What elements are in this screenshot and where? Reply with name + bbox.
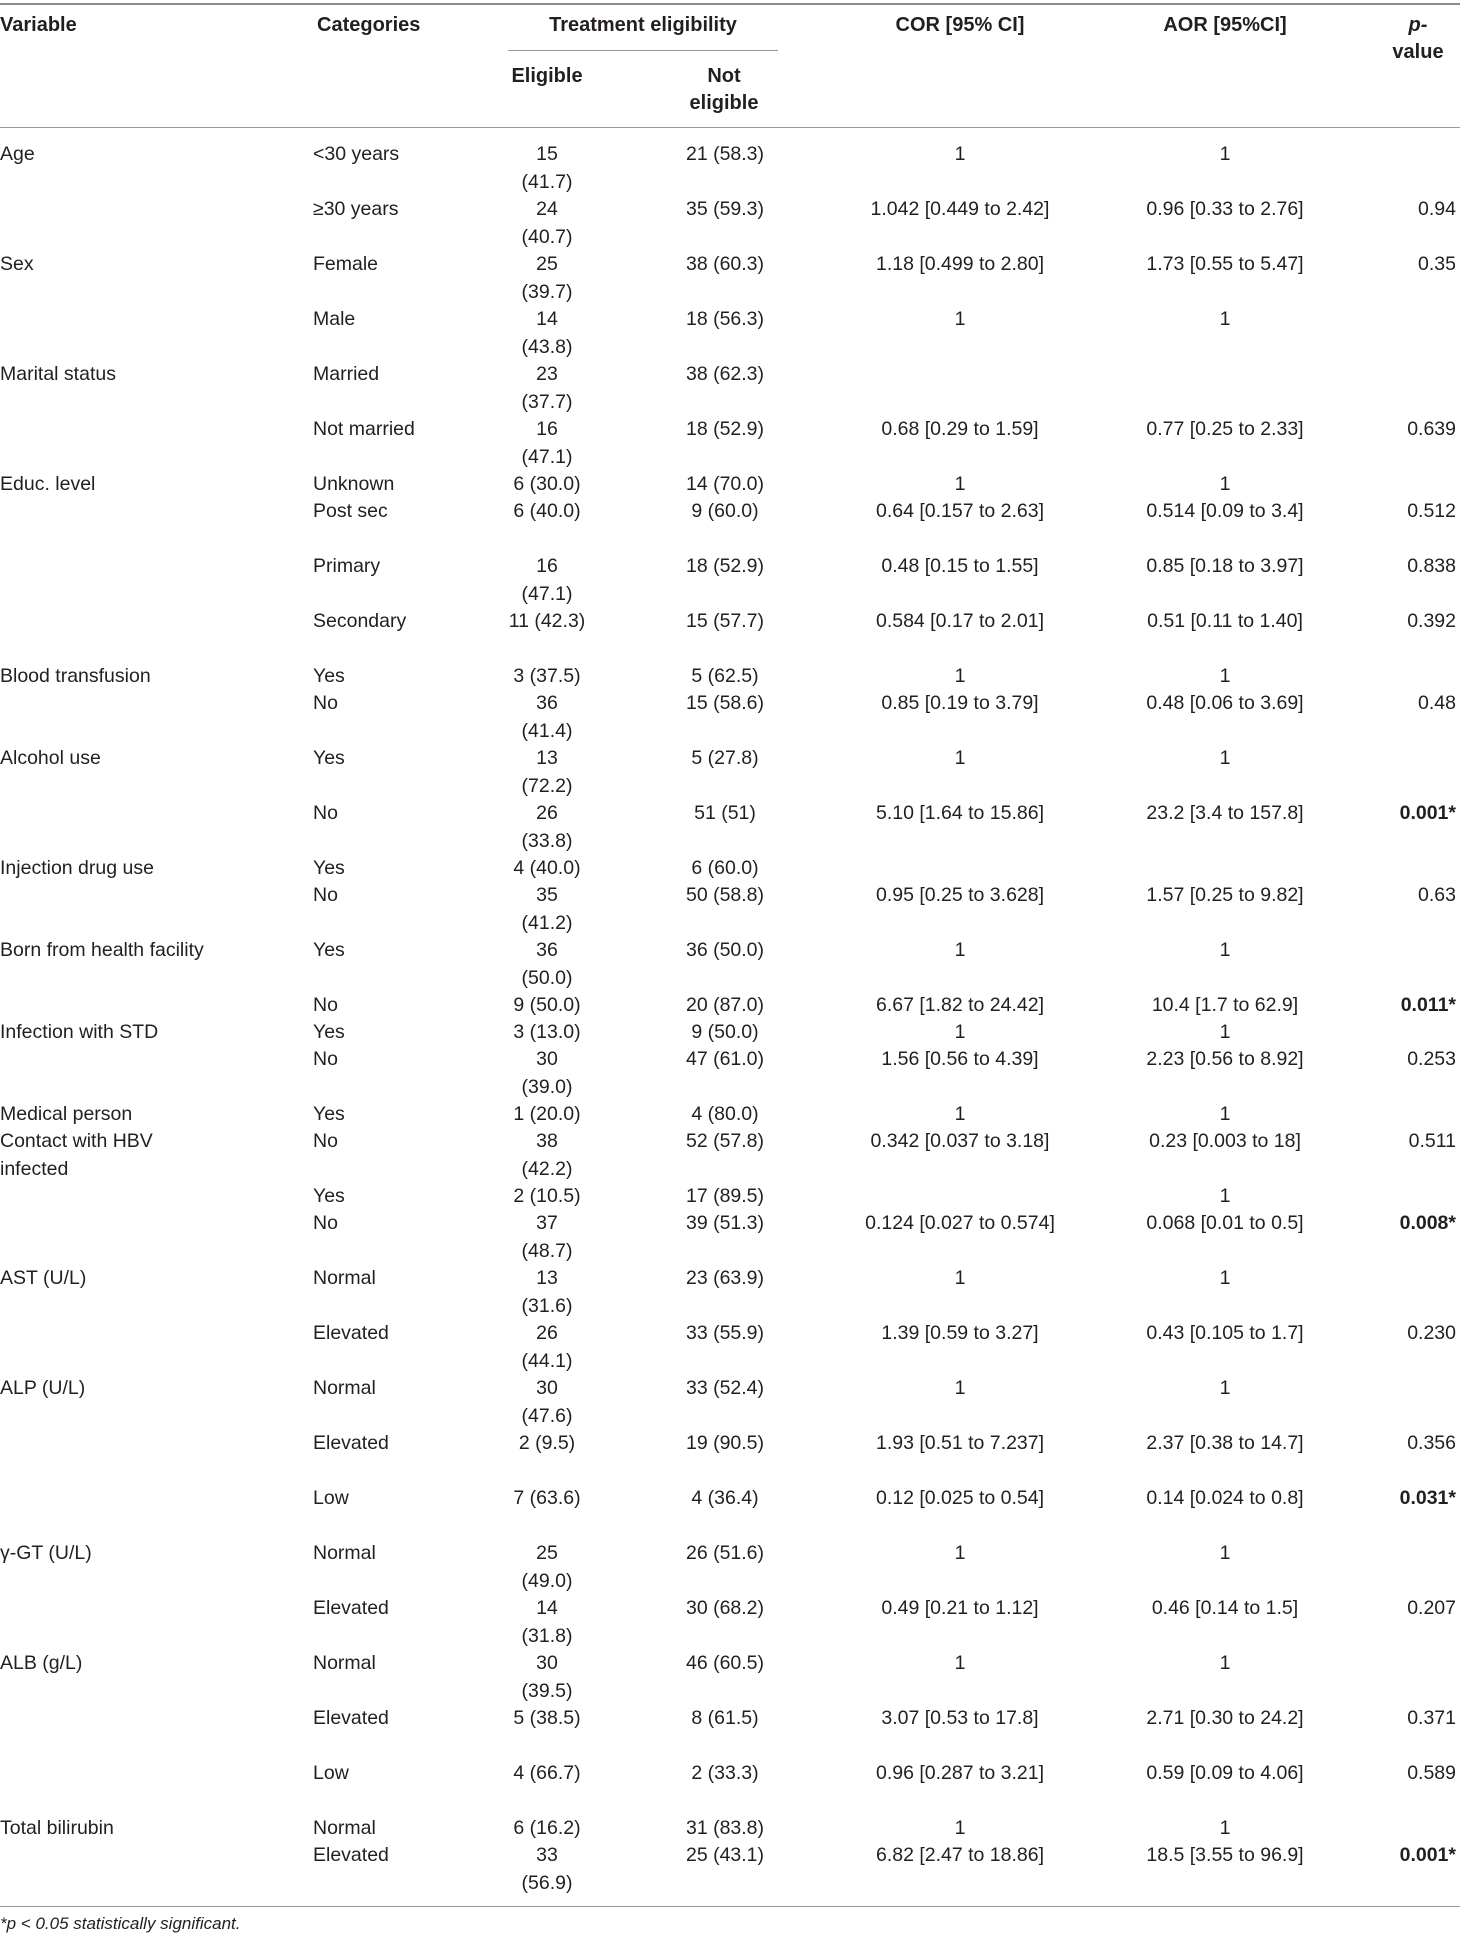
row-eligible: 3 (13.0) xyxy=(513,1021,581,1043)
row-eligible: 6 (16.2) xyxy=(513,1817,581,1839)
row-category: No xyxy=(313,692,338,714)
row-aor: 0.96 [0.33 to 2.76] xyxy=(1146,198,1304,220)
row-cor: 1 xyxy=(954,473,966,495)
row-aor: 0.23 [0.003 to 18] xyxy=(1149,1130,1301,1152)
row-aor: 10.4 [1.7 to 62.9] xyxy=(1151,994,1299,1016)
row-category: Normal xyxy=(313,1652,376,1674)
row-eligible: 7 (63.6) xyxy=(513,1487,581,1509)
row-eligible: 16 (47.1) xyxy=(521,418,573,468)
row-variable: Born from health facility xyxy=(0,939,204,961)
row-eligible: 14 (31.8) xyxy=(521,1597,573,1647)
row-eligible: 24 (40.7) xyxy=(521,198,573,248)
row-category: Yes xyxy=(313,857,345,879)
row-aor: 1 xyxy=(1219,939,1231,961)
row-category: ≥30 years xyxy=(313,198,399,220)
row-aor: 0.514 [0.09 to 3.4] xyxy=(1146,500,1304,522)
row-not-eligible: 9 (60.0) xyxy=(691,500,759,522)
row-variable: γ-GT (U/L) xyxy=(0,1542,92,1564)
row-not-eligible: 30 (68.2) xyxy=(685,1597,765,1619)
row-not-eligible: 15 (58.6) xyxy=(685,692,765,714)
row-eligible: 25 (39.7) xyxy=(521,253,573,303)
row-aor: 0.068 [0.01 to 0.5] xyxy=(1146,1212,1304,1234)
header-variable: Variable xyxy=(0,14,77,36)
row-category: No xyxy=(313,802,338,824)
row-aor: 0.77 [0.25 to 2.33] xyxy=(1146,418,1304,440)
row-not-eligible: 47 (61.0) xyxy=(685,1048,765,1070)
row-eligible: 1 (20.0) xyxy=(513,1103,581,1125)
row-aor: 1 xyxy=(1219,1103,1231,1125)
row-cor: 1 xyxy=(954,1817,966,1839)
row-eligible: 38 (42.2) xyxy=(521,1130,573,1180)
row-not-eligible: 9 (50.0) xyxy=(691,1021,759,1043)
row-cor: 1 xyxy=(954,1652,966,1674)
row-not-eligible: 33 (52.4) xyxy=(685,1377,765,1399)
row-eligible: 26 (44.1) xyxy=(521,1322,573,1372)
row-cor: 1 xyxy=(954,308,966,330)
row-p-value: 0.512 xyxy=(1407,500,1456,522)
row-not-eligible: 52 (57.8) xyxy=(685,1130,765,1152)
row-cor: 0.64 [0.157 to 2.63] xyxy=(875,500,1045,522)
row-category: Yes xyxy=(313,1185,345,1207)
row-not-eligible: 20 (87.0) xyxy=(685,994,765,1016)
row-not-eligible: 15 (57.7) xyxy=(685,610,765,632)
row-cor: 0.584 [0.17 to 2.01] xyxy=(875,610,1045,632)
header-not-eligible: Not eligible xyxy=(689,65,759,114)
row-category: Elevated xyxy=(313,1844,389,1866)
row-not-eligible: 17 (89.5) xyxy=(685,1185,765,1207)
row-not-eligible: 38 (62.3) xyxy=(685,363,765,385)
row-category: No xyxy=(313,1048,338,1070)
row-eligible: 2 (9.5) xyxy=(518,1432,576,1454)
row-category: Normal xyxy=(313,1817,376,1839)
row-category: Normal xyxy=(313,1542,376,1564)
header-bottom-rule xyxy=(0,127,1460,128)
row-aor: 0.85 [0.18 to 3.97] xyxy=(1146,555,1304,577)
row-not-eligible: 51 (51) xyxy=(694,802,756,824)
row-category: Post sec xyxy=(313,500,388,522)
row-category: Elevated xyxy=(313,1432,389,1454)
row-aor: 1 xyxy=(1219,308,1231,330)
header-cor: COR [95% CI] xyxy=(895,14,1025,36)
row-cor: 1.042 [0.449 to 2.42] xyxy=(870,198,1050,220)
row-p-value: 0.011* xyxy=(1400,994,1456,1016)
row-p-value: 0.371 xyxy=(1407,1707,1456,1729)
row-aor: 1 xyxy=(1219,143,1231,165)
row-eligible: 36 (41.4) xyxy=(521,692,573,742)
row-category: Yes xyxy=(313,1021,345,1043)
table-top-rule xyxy=(0,3,1460,5)
row-p-value: 0.35 xyxy=(1418,253,1456,275)
row-cor: 1.93 [0.51 to 7.237] xyxy=(875,1432,1045,1454)
row-not-eligible: 38 (60.3) xyxy=(685,253,765,275)
row-category: Elevated xyxy=(313,1322,389,1344)
header-categories: Categories xyxy=(317,14,421,36)
row-category: Elevated xyxy=(313,1597,389,1619)
row-cor: 6.82 [2.47 to 18.86] xyxy=(875,1844,1045,1866)
row-not-eligible: 23 (63.9) xyxy=(685,1267,765,1289)
row-p-value: 0.008* xyxy=(1399,1212,1456,1234)
row-not-eligible: 31 (83.8) xyxy=(685,1817,765,1839)
row-cor: 0.85 [0.19 to 3.79] xyxy=(881,692,1039,714)
row-aor: 0.14 [0.024 to 0.8] xyxy=(1146,1487,1304,1509)
row-category: Female xyxy=(313,253,379,275)
row-cor: 3.07 [0.53 to 17.8] xyxy=(881,1707,1039,1729)
row-eligible: 13 (31.6) xyxy=(521,1267,573,1317)
row-cor: 1.18 [0.499 to 2.80] xyxy=(875,253,1045,275)
row-not-eligible: 19 (90.5) xyxy=(685,1432,765,1454)
row-aor: 0.48 [0.06 to 3.69] xyxy=(1146,692,1304,714)
header-eligible: Eligible xyxy=(511,65,583,87)
header-treatment-eligibility: Treatment eligibility xyxy=(549,14,737,36)
row-cor: 0.96 [0.287 to 3.21] xyxy=(875,1762,1045,1784)
row-not-eligible: 25 (43.1) xyxy=(685,1844,765,1866)
footnote: *p < 0.05 statistically significant. xyxy=(0,1914,241,1933)
row-cor: 0.95 [0.25 to 3.628] xyxy=(875,884,1045,906)
row-not-eligible: 35 (59.3) xyxy=(685,198,765,220)
row-category: Low xyxy=(313,1762,349,1784)
row-p-value: 0.207 xyxy=(1407,1597,1456,1619)
row-variable: Infection with STD xyxy=(0,1021,159,1043)
row-variable: Contact with HBV infected xyxy=(0,1130,153,1180)
row-cor: 1 xyxy=(954,1377,966,1399)
row-variable: Blood transfusion xyxy=(0,665,151,687)
row-aor: 1 xyxy=(1219,1542,1231,1564)
row-category: Yes xyxy=(313,747,345,769)
row-eligible: 30 (39.5) xyxy=(521,1652,573,1702)
row-aor: 2.23 [0.56 to 8.92] xyxy=(1146,1048,1304,1070)
row-p-value: 0.94 xyxy=(1418,198,1456,220)
row-eligible: 2 (10.5) xyxy=(513,1185,581,1207)
row-eligible: 33 (56.9) xyxy=(521,1844,573,1894)
row-category: Secondary xyxy=(313,610,407,632)
row-eligible: 11 (42.3) xyxy=(508,610,586,632)
row-variable: Sex xyxy=(0,253,34,275)
row-eligible: 16 (47.1) xyxy=(521,555,573,605)
row-not-eligible: 18 (52.9) xyxy=(685,555,765,577)
row-p-value: 0.63 xyxy=(1418,884,1456,906)
row-aor: 1.57 [0.25 to 9.82] xyxy=(1146,884,1304,906)
row-category: Married xyxy=(313,363,380,385)
row-eligible: 26 (33.8) xyxy=(521,802,573,852)
row-category: Yes xyxy=(313,939,345,961)
row-category: Low xyxy=(313,1487,349,1509)
row-cor: 0.124 [0.027 to 0.574] xyxy=(865,1212,1055,1234)
row-category: Normal xyxy=(313,1377,376,1399)
row-p-value: 0.253 xyxy=(1407,1048,1456,1070)
row-category: Yes xyxy=(313,665,345,687)
row-variable: Educ. level xyxy=(0,473,96,495)
row-category: Not married xyxy=(313,418,415,440)
row-eligible: 25 (49.0) xyxy=(521,1542,573,1592)
row-eligible: 9 (50.0) xyxy=(513,994,581,1016)
row-eligible: 6 (40.0) xyxy=(513,500,581,522)
row-eligible: 14 (43.8) xyxy=(521,308,573,358)
row-cor: 5.10 [1.64 to 15.86] xyxy=(875,802,1045,824)
row-not-eligible: 6 (60.0) xyxy=(691,857,759,879)
row-category: Yes xyxy=(313,1103,345,1125)
row-cor: 6.67 [1.82 to 24.42] xyxy=(875,994,1045,1016)
row-cor: 1 xyxy=(954,1103,966,1125)
row-p-value: 0.031* xyxy=(1399,1487,1456,1509)
row-p-value: 0.838 xyxy=(1407,555,1456,577)
row-eligible: 4 (40.0) xyxy=(513,857,581,879)
row-p-value: 0.511 xyxy=(1408,1130,1456,1152)
header-aor: AOR [95%CI] xyxy=(1163,14,1287,36)
row-cor: 1 xyxy=(954,939,966,961)
row-aor: 0.51 [0.11 to 1.40] xyxy=(1147,610,1303,632)
row-eligible: 30 (39.0) xyxy=(521,1048,573,1098)
row-variable: ALP (U/L) xyxy=(0,1377,86,1399)
row-not-eligible: 5 (62.5) xyxy=(691,665,759,687)
row-eligible: 36 (50.0) xyxy=(521,939,573,989)
row-cor: 1 xyxy=(954,1021,966,1043)
row-not-eligible: 39 (51.3) xyxy=(685,1212,765,1234)
row-p-value: 0.48 xyxy=(1418,692,1456,714)
row-aor: 0.46 [0.14 to 1.5] xyxy=(1151,1597,1299,1619)
row-eligible: 4 (66.7) xyxy=(513,1762,581,1784)
row-eligible: 23 (37.7) xyxy=(521,363,573,413)
row-not-eligible: 36 (50.0) xyxy=(685,939,765,961)
row-cor: 1.56 [0.56 to 4.39] xyxy=(881,1048,1039,1070)
row-aor: 23.2 [3.4 to 157.8] xyxy=(1146,802,1304,824)
row-cor: 1 xyxy=(954,665,966,687)
row-p-value: 0.001* xyxy=(1399,802,1456,824)
row-not-eligible: 14 (70.0) xyxy=(685,473,765,495)
row-eligible: 3 (37.5) xyxy=(513,665,581,687)
row-cor: 0.12 [0.025 to 0.54] xyxy=(875,1487,1045,1509)
row-not-eligible: 4 (80.0) xyxy=(691,1103,759,1125)
row-category: Primary xyxy=(313,555,381,577)
row-category: No xyxy=(313,1212,338,1234)
row-category: Male xyxy=(313,308,356,330)
row-category: <30 years xyxy=(313,143,400,165)
row-cor: 1 xyxy=(954,1267,966,1289)
row-category: No xyxy=(313,994,338,1016)
row-not-eligible: 21 (58.3) xyxy=(685,143,765,165)
header-p-italic: p- xyxy=(1408,14,1428,36)
row-category: Normal xyxy=(313,1267,376,1289)
row-aor: 1 xyxy=(1219,1267,1231,1289)
row-cor: 0.49 [0.21 to 1.12] xyxy=(881,1597,1039,1619)
row-aor: 1 xyxy=(1219,1817,1231,1839)
header-p-rest: value xyxy=(1392,41,1444,63)
row-aor: 1.73 [0.55 to 5.47] xyxy=(1146,253,1304,275)
row-aor: 2.71 [0.30 to 24.2] xyxy=(1146,1707,1304,1729)
row-cor: 0.342 [0.037 to 3.18] xyxy=(870,1130,1050,1152)
row-cor: 0.68 [0.29 to 1.59] xyxy=(881,418,1039,440)
row-variable: ALB (g/L) xyxy=(0,1652,83,1674)
row-not-eligible: 18 (56.3) xyxy=(685,308,765,330)
row-variable: Alcohol use xyxy=(0,747,101,769)
row-aor: 0.43 [0.105 to 1.7] xyxy=(1146,1322,1304,1344)
row-cor: 1.39 [0.59 to 3.27] xyxy=(881,1322,1039,1344)
row-aor: 1 xyxy=(1219,473,1231,495)
row-category: Elevated xyxy=(313,1707,389,1729)
row-cor: 1 xyxy=(954,1542,966,1564)
row-p-value: 0.589 xyxy=(1407,1762,1456,1784)
row-aor: 18.5 [3.55 to 96.9] xyxy=(1146,1844,1304,1866)
row-aor: 1 xyxy=(1219,1652,1231,1674)
row-category: No xyxy=(313,1130,338,1152)
header-p-value xyxy=(1380,12,1456,66)
row-variable: Marital status xyxy=(0,363,116,385)
row-not-eligible: 50 (58.8) xyxy=(685,884,765,906)
row-eligible: 6 (30.0) xyxy=(513,473,581,495)
row-cor: 1 xyxy=(954,143,966,165)
row-not-eligible: 8 (61.5) xyxy=(691,1707,759,1729)
row-eligible: 37 (48.7) xyxy=(521,1212,573,1262)
row-aor: 1 xyxy=(1219,665,1231,687)
row-eligible: 35 (41.2) xyxy=(521,884,573,934)
row-p-value: 0.001* xyxy=(1399,1844,1456,1866)
row-variable: AST (U/L) xyxy=(0,1267,87,1289)
row-not-eligible: 5 (27.8) xyxy=(691,747,759,769)
row-p-value: 0.392 xyxy=(1407,610,1456,632)
row-category: Unknown xyxy=(313,473,395,495)
row-category: No xyxy=(313,884,338,906)
row-not-eligible: 33 (55.9) xyxy=(685,1322,765,1344)
row-p-value: 0.230 xyxy=(1407,1322,1456,1344)
row-p-value: 0.639 xyxy=(1407,418,1456,440)
row-not-eligible: 26 (51.6) xyxy=(685,1542,765,1564)
row-aor: 1 xyxy=(1219,747,1231,769)
row-aor: 1 xyxy=(1219,1021,1231,1043)
row-not-eligible: 2 (33.3) xyxy=(691,1762,759,1784)
row-not-eligible: 4 (36.4) xyxy=(691,1487,759,1509)
row-p-value: 0.356 xyxy=(1407,1432,1456,1454)
header-subrule xyxy=(508,50,778,51)
row-cor: 0.48 [0.15 to 1.55] xyxy=(881,555,1039,577)
row-variable: Age xyxy=(0,143,35,165)
row-variable: Medical person xyxy=(0,1103,133,1125)
row-variable: Total bilirubin xyxy=(0,1817,114,1839)
row-eligible: 15 (41.7) xyxy=(521,143,573,193)
row-cor: 1 xyxy=(954,747,966,769)
row-aor: 1 xyxy=(1219,1185,1231,1207)
row-eligible: 5 (38.5) xyxy=(513,1707,581,1729)
row-eligible: 30 (47.6) xyxy=(521,1377,573,1427)
row-not-eligible: 46 (60.5) xyxy=(685,1652,765,1674)
row-aor: 0.59 [0.09 to 4.06] xyxy=(1146,1762,1304,1784)
row-eligible: 13 (72.2) xyxy=(521,747,573,797)
row-not-eligible: 18 (52.9) xyxy=(685,418,765,440)
row-aor: 1 xyxy=(1219,1377,1231,1399)
row-variable: Injection drug use xyxy=(0,857,154,879)
table-bottom-rule xyxy=(0,1906,1460,1907)
row-aor: 2.37 [0.38 to 14.7] xyxy=(1146,1432,1304,1454)
